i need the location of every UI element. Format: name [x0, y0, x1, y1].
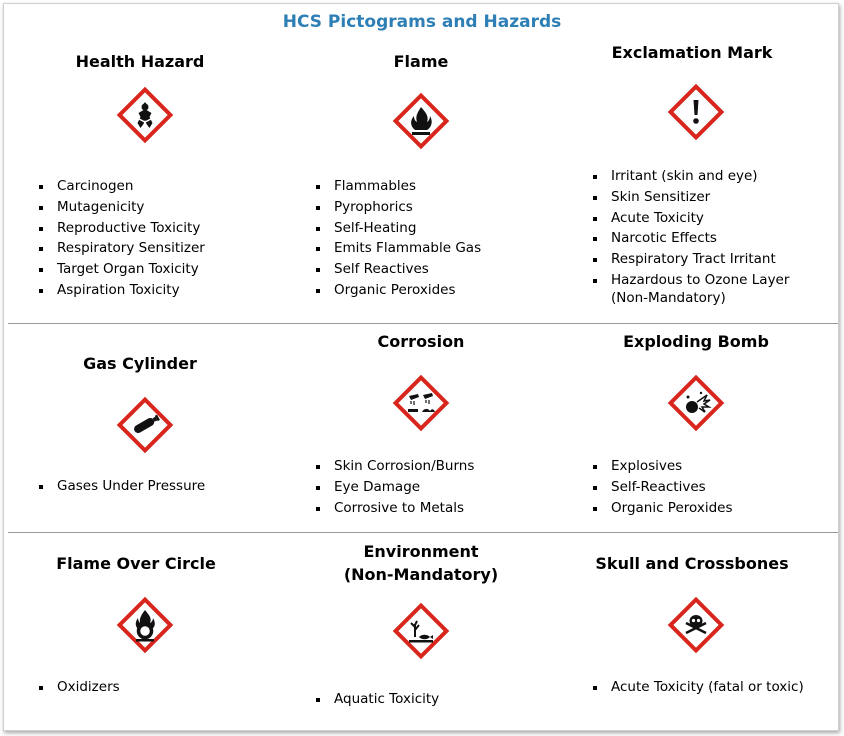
- exploding-bomb-list: [591, 456, 733, 518]
- list-item: Pyrophorics: [314, 197, 481, 218]
- list-item: Skin Sensitizer: [591, 187, 789, 208]
- list-item: Carcinogen: [37, 176, 205, 197]
- list-item: Target Organ Toxicity: [37, 259, 205, 280]
- environment-list: [314, 689, 439, 710]
- skull-and-crossbones-icon: [664, 593, 728, 657]
- list-item: Narcotic Effects: [591, 228, 789, 249]
- list-item: Self-Reactives: [591, 477, 733, 498]
- row-divider: [8, 323, 838, 324]
- flame-list: [314, 176, 481, 301]
- exploding-bomb-heading: Exploding Bomb: [623, 332, 769, 351]
- flame-over-circle-list: [37, 677, 120, 698]
- corrosion-list: [314, 456, 474, 518]
- list-item: Mutagenicity: [37, 197, 205, 218]
- list-item: Acute Toxicity (fatal or toxic): [591, 677, 804, 698]
- environment-icon: [389, 599, 453, 663]
- list-item: Organic Peroxides: [314, 280, 481, 301]
- list-item: Aspiration Toxicity: [37, 280, 205, 301]
- exclamation-mark-heading: Exclamation Mark: [611, 43, 773, 62]
- skull-and-crossbones-list: [591, 677, 804, 698]
- health-hazard-list: [37, 176, 205, 301]
- gas-cylinder-list: [37, 476, 205, 497]
- gas-cylinder-heading: Gas Cylinder: [83, 354, 197, 373]
- list-item: Gases Under Pressure: [37, 476, 205, 497]
- list-item: Explosives: [591, 456, 733, 477]
- exploding-bomb-icon: [664, 371, 728, 435]
- flame-heading: Flame: [393, 52, 449, 71]
- gas-cylinder-icon: [113, 393, 177, 457]
- list-item: Self-Heating: [314, 218, 481, 239]
- list-item: Organic Peroxides: [591, 498, 733, 519]
- environment-heading: Environment: [363, 542, 479, 561]
- flame-over-circle-icon: [113, 593, 177, 657]
- list-item: Reproductive Toxicity: [37, 218, 205, 239]
- list-item: Emits Flammable Gas: [314, 238, 481, 259]
- list-item: Aquatic Toxicity: [314, 689, 439, 710]
- list-item: Corrosive to Metals: [314, 498, 474, 519]
- flame-icon: [389, 89, 453, 153]
- list-item: Irritant (skin and eye): [591, 166, 789, 187]
- corrosion-icon: [389, 371, 453, 435]
- health-hazard-heading: Health Hazard: [75, 52, 205, 71]
- list-item: Oxidizers: [37, 677, 120, 698]
- exclamation-mark-icon: [664, 80, 728, 144]
- flame-over-circle-heading: Flame Over Circle: [56, 554, 216, 573]
- health-hazard-icon: [113, 83, 177, 147]
- list-item: Acute Toxicity: [591, 208, 789, 229]
- list-item: Flammables: [314, 176, 481, 197]
- list-item: Respiratory Sensitizer: [37, 238, 205, 259]
- corrosion-heading: Corrosion: [377, 332, 465, 351]
- list-item: Hazardous to Ozone Layer: [591, 270, 789, 291]
- list-item-continuation: (Non-Mandatory): [611, 289, 726, 306]
- environment-heading-note: (Non-Mandatory): [343, 565, 499, 584]
- list-item: Eye Damage: [314, 477, 474, 498]
- list-item: Respiratory Tract Irritant: [591, 249, 789, 270]
- exclamation-mark-list: [591, 166, 789, 309]
- row-divider: [8, 532, 838, 533]
- list-item: Skin Corrosion/Burns: [314, 456, 474, 477]
- skull-and-crossbones-heading: Skull and Crossbones: [595, 554, 789, 573]
- page-title: HCS Pictograms and Hazards: [282, 12, 562, 32]
- list-item: Self Reactives: [314, 259, 481, 280]
